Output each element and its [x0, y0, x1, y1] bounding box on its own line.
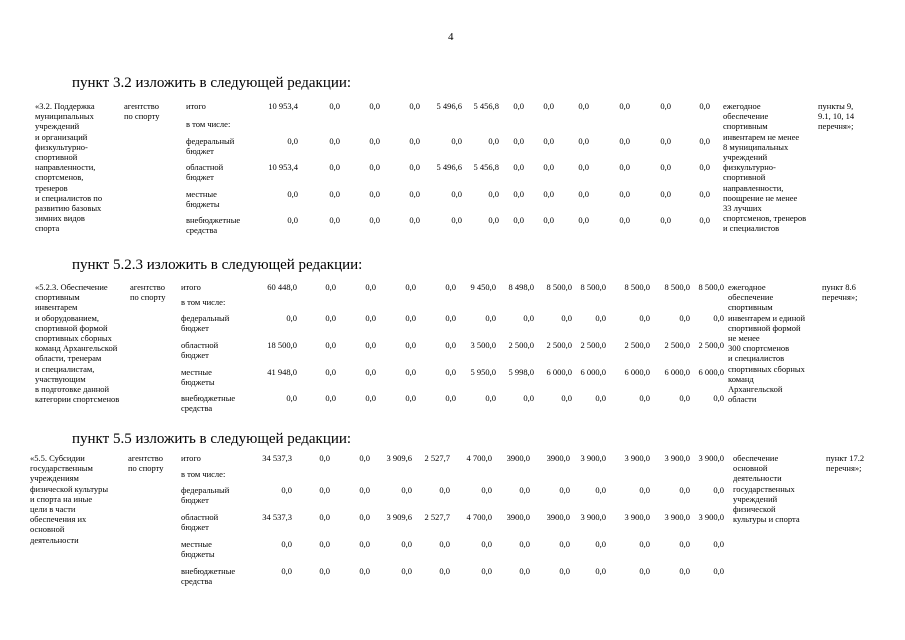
funding-value: 0,0: [619, 101, 630, 111]
funding-value: 0,0: [451, 136, 462, 146]
funding-source-label: в том числе:: [186, 119, 231, 129]
expected-result-line: спортивной: [723, 172, 766, 183]
expected-result-line: ежегодное: [723, 101, 761, 111]
funding-value: 8 500,0: [546, 282, 572, 292]
funding-value: 0,0: [359, 539, 370, 549]
executor-line: по спорту: [128, 463, 164, 474]
funding-value: 0,0: [281, 485, 292, 495]
measure-name-line: спортивных сборных: [35, 333, 112, 343]
funding-value: 0,0: [488, 215, 499, 225]
expected-result-line: государственных: [733, 483, 795, 494]
funding-value: 0,0: [409, 162, 420, 172]
funding-source-label: бюджет: [186, 146, 214, 157]
funding-value: 0,0: [325, 367, 336, 377]
funding-value: 0,0: [679, 566, 690, 576]
expected-result-line: учреждений: [723, 152, 768, 162]
funding-value: 0,0: [409, 215, 420, 225]
funding-value: 0,0: [405, 340, 416, 350]
funding-value: 0,0: [559, 539, 570, 549]
funding-value: 41 948,0: [267, 367, 297, 377]
funding-value: 0,0: [513, 136, 524, 146]
funding-source-label: бюджет: [181, 495, 209, 506]
measure-name-line: и специалистам,: [35, 363, 95, 374]
executor-line: агентство: [124, 101, 159, 111]
measure-name-line: физической культуры: [30, 483, 109, 494]
funding-source-label: бюджет: [181, 350, 209, 361]
funding-value: 0,0: [401, 539, 412, 549]
measure-name-line: основной: [30, 524, 65, 535]
measure-name-line: учреждениям: [30, 473, 79, 484]
funding-value: 2 500,0: [546, 340, 572, 350]
funding-value: 0,0: [595, 539, 606, 549]
expected-result-line: спортсменов, тренеров: [723, 213, 807, 224]
expected-result-line: обеспечение: [728, 292, 774, 303]
funding-value: 0,0: [679, 313, 690, 323]
funding-value: 0,0: [319, 566, 330, 576]
funding-value: 0,0: [359, 485, 370, 495]
funding-value: 3900,0: [546, 453, 570, 463]
expected-result-line: 8 муниципальных: [723, 141, 789, 152]
funding-value: 0,0: [488, 136, 499, 146]
funding-value: 0,0: [660, 136, 671, 146]
expected-result-line: не менее: [728, 333, 760, 343]
funding-source-label: итого: [181, 282, 201, 292]
funding-value: 0,0: [543, 162, 554, 172]
funding-source-label: бюджет: [181, 323, 209, 334]
funding-value: 0,0: [619, 136, 630, 146]
expected-result-line: спортивной формой: [728, 322, 801, 333]
funding-value: 0,0: [319, 485, 330, 495]
funding-value: 0,0: [325, 282, 336, 292]
funding-value: 5 496,6: [436, 101, 462, 111]
funding-value: 0,0: [365, 367, 376, 377]
measure-name-line: муниципальных: [35, 111, 94, 122]
funding-value: 0,0: [639, 313, 650, 323]
measure-name-line: участвующим: [35, 373, 86, 384]
expected-result-line: физической: [733, 504, 776, 514]
funding-value: 0,0: [519, 539, 530, 549]
funding-value: 6 000,0: [664, 367, 690, 377]
funding-value: 5 456,8: [473, 162, 499, 172]
measure-name-line: зимних видов: [35, 213, 85, 224]
measure-name-line: «5.2.3. Обеспечение: [35, 282, 108, 292]
funding-value: 0,0: [513, 162, 524, 172]
funding-source-label: областной: [181, 340, 219, 350]
funding-value: 0,0: [369, 162, 380, 172]
funding-value: 0,0: [481, 566, 492, 576]
funding-source-label: средства: [181, 403, 213, 414]
funding-value: 0,0: [561, 313, 572, 323]
measure-name-line: и организаций: [35, 131, 88, 142]
funding-value: 3 500,0: [470, 340, 496, 350]
funding-value: 0,0: [595, 566, 606, 576]
funding-value: 0,0: [439, 485, 450, 495]
measure-name-line: учреждений: [35, 121, 80, 132]
funding-value: 0,0: [639, 539, 650, 549]
funding-value: 0,0: [488, 189, 499, 199]
funding-source-label: областной: [186, 162, 224, 172]
funding-value: 34 537,3: [262, 512, 292, 522]
funding-value: 0,0: [329, 189, 340, 199]
funding-source-label: бюджеты: [181, 377, 215, 388]
funding-value: 5 496,6: [436, 162, 462, 172]
funding-value: 0,0: [451, 189, 462, 199]
expected-result-line: 33 лучших: [723, 203, 762, 213]
measure-name-line: государственным: [30, 463, 93, 474]
measure-name-line: развитию базовых: [35, 203, 102, 213]
funding-value: 2 500,0: [624, 340, 650, 350]
funding-value: 0,0: [365, 313, 376, 323]
funding-value: 0,0: [319, 453, 330, 463]
funding-value: 0,0: [513, 101, 524, 111]
funding-value: 0,0: [319, 512, 330, 522]
list-reference-line: перечня»;: [822, 292, 858, 303]
funding-value: 0,0: [409, 189, 420, 199]
funding-value: 3900,0: [506, 453, 530, 463]
funding-value: 8 500,0: [698, 282, 724, 292]
funding-value: 0,0: [699, 189, 710, 199]
funding-value: 6 000,0: [624, 367, 650, 377]
expected-result-line: спортивных сборных: [728, 363, 805, 374]
funding-source-label: бюджеты: [181, 549, 215, 560]
funding-value: 8 498,0: [508, 282, 534, 292]
expected-result-line: команд: [728, 373, 754, 384]
measure-name-line: и специалистов по: [35, 192, 103, 203]
funding-source-label: местные: [181, 539, 212, 549]
funding-value: 0,0: [713, 539, 724, 549]
funding-value: 0,0: [405, 393, 416, 403]
funding-value: 0,0: [329, 215, 340, 225]
funding-value: 0,0: [559, 566, 570, 576]
funding-value: 0,0: [513, 215, 524, 225]
funding-value: 0,0: [401, 566, 412, 576]
funding-value: 0,0: [699, 215, 710, 225]
funding-value: 0,0: [286, 313, 297, 323]
funding-value: 0,0: [543, 101, 554, 111]
funding-value: 3 900,0: [664, 512, 690, 522]
funding-value: 60 448,0: [267, 282, 297, 292]
funding-value: 3900,0: [546, 512, 570, 522]
funding-value: 0,0: [578, 189, 589, 199]
measure-name-line: и оборудованием,: [35, 312, 99, 323]
funding-value: 0,0: [660, 162, 671, 172]
funding-value: 3 900,0: [580, 512, 606, 522]
measure-name-line: спортсменов,: [35, 172, 84, 183]
funding-value: 0,0: [619, 215, 630, 225]
funding-value: 0,0: [325, 393, 336, 403]
funding-value: 6 000,0: [698, 367, 724, 377]
funding-value: 0,0: [679, 485, 690, 495]
measure-name-line: спортивной: [35, 152, 78, 162]
funding-value: 0,0: [405, 282, 416, 292]
funding-value: 0,0: [445, 393, 456, 403]
funding-value: 0,0: [409, 136, 420, 146]
funding-value: 0,0: [369, 101, 380, 111]
funding-value: 0,0: [485, 393, 496, 403]
funding-value: 4 700,0: [466, 512, 492, 522]
funding-value: 3 900,0: [698, 512, 724, 522]
funding-value: 0,0: [699, 162, 710, 172]
funding-source-label: внебюджетные: [186, 215, 241, 225]
funding-value: 5 998,0: [508, 367, 534, 377]
funding-value: 0,0: [439, 566, 450, 576]
funding-value: 0,0: [481, 485, 492, 495]
funding-value: 0,0: [325, 313, 336, 323]
funding-value: 6 000,0: [580, 367, 606, 377]
funding-value: 0,0: [286, 393, 297, 403]
list-reference-line: пункт 17.2: [826, 453, 865, 463]
funding-value: 0,0: [401, 485, 412, 495]
measure-name-line: цели в части: [30, 504, 76, 514]
funding-source-label: федеральный: [181, 313, 230, 323]
funding-value: 0,0: [329, 162, 340, 172]
expected-result-line: и специалистов: [728, 353, 785, 364]
funding-source-label: средства: [181, 576, 213, 587]
expected-result-line: спортивным: [728, 302, 773, 313]
funding-value: 0,0: [369, 136, 380, 146]
funding-value: 0,0: [561, 393, 572, 403]
page-number: 4: [448, 31, 454, 43]
funding-value: 0,0: [578, 162, 589, 172]
funding-value: 3 900,0: [624, 453, 650, 463]
funding-value: 0,0: [287, 136, 298, 146]
funding-value: 0,0: [445, 313, 456, 323]
funding-value: 0,0: [578, 215, 589, 225]
funding-value: 0,0: [595, 485, 606, 495]
expected-result-line: области: [728, 394, 757, 405]
funding-source-label: местные: [181, 367, 212, 377]
funding-value: 0,0: [713, 485, 724, 495]
funding-value: 2 500,0: [664, 340, 690, 350]
funding-value: 6 000,0: [546, 367, 572, 377]
funding-value: 0,0: [660, 215, 671, 225]
funding-value: 10 953,4: [268, 101, 298, 111]
measure-name-line: физкультурно-: [35, 141, 88, 152]
executor-line: агентство: [130, 282, 165, 292]
funding-value: 4 700,0: [466, 453, 492, 463]
funding-source-label: местные: [186, 189, 217, 199]
measure-name-line: «3.2. Поддержка: [35, 101, 95, 111]
funding-value: 8 500,0: [624, 282, 650, 292]
funding-value: 0,0: [281, 539, 292, 549]
executor-line: по спорту: [130, 292, 166, 303]
funding-value: 0,0: [325, 340, 336, 350]
funding-value: 0,0: [359, 566, 370, 576]
funding-value: 0,0: [513, 189, 524, 199]
funding-value: 0,0: [660, 101, 671, 111]
measure-name-line: спорта: [35, 223, 60, 234]
list-reference-line: перечня»;: [826, 463, 862, 474]
funding-value: 3 900,0: [664, 453, 690, 463]
funding-value: 0,0: [713, 393, 724, 403]
funding-value: 0,0: [543, 215, 554, 225]
expected-result-line: Архангельской: [728, 384, 783, 394]
list-reference-line: перечня»;: [818, 121, 854, 132]
funding-value: 0,0: [365, 282, 376, 292]
funding-value: 0,0: [559, 485, 570, 495]
funding-value: 0,0: [660, 189, 671, 199]
funding-value: 0,0: [699, 136, 710, 146]
expected-result-line: инвентарем и единой: [728, 312, 806, 323]
funding-source-label: федеральный: [186, 136, 235, 146]
funding-source-label: областной: [181, 512, 219, 522]
expected-result-line: обеспечение: [723, 111, 769, 122]
funding-value: 5 456,8: [473, 101, 499, 111]
measure-name-line: спортивным: [35, 292, 80, 303]
funding-value: 0,0: [543, 136, 554, 146]
funding-source-label: внебюджетные: [181, 566, 236, 576]
funding-value: 0,0: [519, 485, 530, 495]
funding-value: 2 527,7: [424, 453, 450, 463]
funding-value: 0,0: [713, 313, 724, 323]
measure-name-line: спортивной формой: [35, 322, 108, 333]
funding-value: 3 900,0: [624, 512, 650, 522]
funding-value: 0,0: [619, 189, 630, 199]
funding-value: 3 900,0: [698, 453, 724, 463]
funding-value: 3 900,0: [580, 453, 606, 463]
funding-value: 5 950,0: [470, 367, 496, 377]
funding-source-label: бюджеты: [186, 199, 220, 210]
measure-name-line: обеспечения их: [30, 514, 87, 525]
funding-value: 0,0: [329, 101, 340, 111]
section-heading: пункт 5.5 изложить в следующей редакции:: [72, 431, 352, 447]
funding-value: 0,0: [439, 539, 450, 549]
measure-name-line: команд Архангельской: [35, 343, 118, 354]
executor-line: агентство: [128, 453, 163, 463]
funding-value: 0,0: [523, 393, 534, 403]
funding-source-label: итого: [181, 453, 201, 463]
expected-result-line: культуры и спорта: [733, 514, 800, 525]
list-reference-line: 9.1, 10, 14: [818, 111, 855, 122]
measure-name-line: «5.5. Субсидии: [30, 453, 85, 463]
funding-source-label: итого: [186, 101, 206, 111]
expected-result-line: обеспечение: [733, 453, 779, 463]
section-heading: пункт 5.2.3 изложить в следующей редакции:: [72, 257, 363, 273]
funding-value: 0,0: [281, 566, 292, 576]
funding-source-label: бюджет: [181, 522, 209, 533]
funding-value: 0,0: [619, 162, 630, 172]
funding-value: 0,0: [679, 539, 690, 549]
funding-value: 0,0: [639, 485, 650, 495]
measure-name-line: категории спортсменов: [35, 394, 120, 405]
funding-value: 0,0: [523, 313, 534, 323]
funding-value: 3 909,6: [386, 512, 412, 522]
funding-value: 0,0: [365, 340, 376, 350]
funding-value: 2 500,0: [698, 340, 724, 350]
funding-value: 0,0: [713, 566, 724, 576]
expected-result-line: основной: [733, 463, 768, 474]
funding-value: 3 909,6: [386, 453, 412, 463]
funding-value: 0,0: [578, 101, 589, 111]
list-reference-line: пункт 8.6: [822, 282, 856, 292]
funding-value: 34 537,3: [262, 453, 292, 463]
funding-source-label: федеральный: [181, 485, 230, 495]
expected-result-line: направленности,: [723, 182, 784, 193]
funding-value: 2 500,0: [508, 340, 534, 350]
funding-value: 0,0: [481, 539, 492, 549]
funding-source-label: бюджет: [186, 172, 214, 183]
funding-value: 3900,0: [506, 512, 530, 522]
expected-result-line: и специалистов: [723, 223, 780, 234]
funding-value: 10 953,4: [268, 162, 298, 172]
funding-value: 0,0: [543, 189, 554, 199]
funding-value: 0,0: [578, 136, 589, 146]
funding-value: 8 500,0: [580, 282, 606, 292]
expected-result-line: поощрение не менее: [723, 192, 798, 203]
funding-value: 0,0: [699, 101, 710, 111]
funding-source-label: в том числе:: [181, 297, 226, 307]
measure-name-line: в подготовке данной: [35, 384, 110, 394]
funding-value: 0,0: [369, 215, 380, 225]
funding-source-label: внебюджетные: [181, 393, 236, 403]
funding-value: 0,0: [329, 136, 340, 146]
section-heading: пункт 3.2 изложить в следующей редакции:: [72, 75, 352, 91]
funding-source-label: в том числе:: [181, 469, 226, 479]
funding-value: 0,0: [445, 340, 456, 350]
measure-name-line: деятельности: [30, 534, 79, 545]
expected-result-line: 300 спортсменов: [728, 343, 790, 354]
funding-value: 0,0: [319, 539, 330, 549]
funding-value: 0,0: [595, 393, 606, 403]
funding-value: 0,0: [287, 215, 298, 225]
funding-value: 0,0: [405, 367, 416, 377]
funding-value: 0,0: [639, 566, 650, 576]
funding-value: 0,0: [369, 189, 380, 199]
funding-value: 9 450,0: [470, 282, 496, 292]
funding-value: 0,0: [679, 393, 690, 403]
measure-name-line: направленности,: [35, 162, 96, 173]
funding-value: 0,0: [595, 313, 606, 323]
expected-result-line: инвентарем не менее: [723, 131, 800, 142]
funding-value: 0,0: [365, 393, 376, 403]
funding-source-label: средства: [186, 225, 218, 236]
funding-value: 8 500,0: [664, 282, 690, 292]
funding-value: 0,0: [405, 313, 416, 323]
executor-line: по спорту: [124, 111, 160, 122]
measure-name-line: области, тренерам: [35, 353, 102, 364]
measure-name-line: тренеров: [35, 182, 68, 193]
funding-value: 2 527,7: [424, 512, 450, 522]
measure-name-line: и спорта на иные: [30, 493, 93, 504]
measure-name-line: инвентарем: [35, 302, 78, 313]
funding-value: 18 500,0: [267, 340, 297, 350]
expected-result-line: физкультурно-: [723, 162, 776, 173]
funding-value: 0,0: [287, 189, 298, 199]
funding-value: 0,0: [359, 512, 370, 522]
funding-value: 0,0: [445, 367, 456, 377]
funding-value: 0,0: [485, 313, 496, 323]
list-reference-line: пункты 9,: [818, 101, 854, 111]
expected-result-line: учреждений: [733, 493, 778, 504]
funding-value: 0,0: [409, 101, 420, 111]
expected-result-line: ежегодное: [728, 282, 766, 292]
funding-value: 0,0: [451, 215, 462, 225]
funding-value: 2 500,0: [580, 340, 606, 350]
expected-result-line: спортивным: [723, 121, 768, 132]
expected-result-line: деятельности: [733, 473, 782, 484]
funding-value: 0,0: [359, 453, 370, 463]
funding-value: 0,0: [639, 393, 650, 403]
funding-value: 0,0: [445, 282, 456, 292]
funding-value: 0,0: [519, 566, 530, 576]
